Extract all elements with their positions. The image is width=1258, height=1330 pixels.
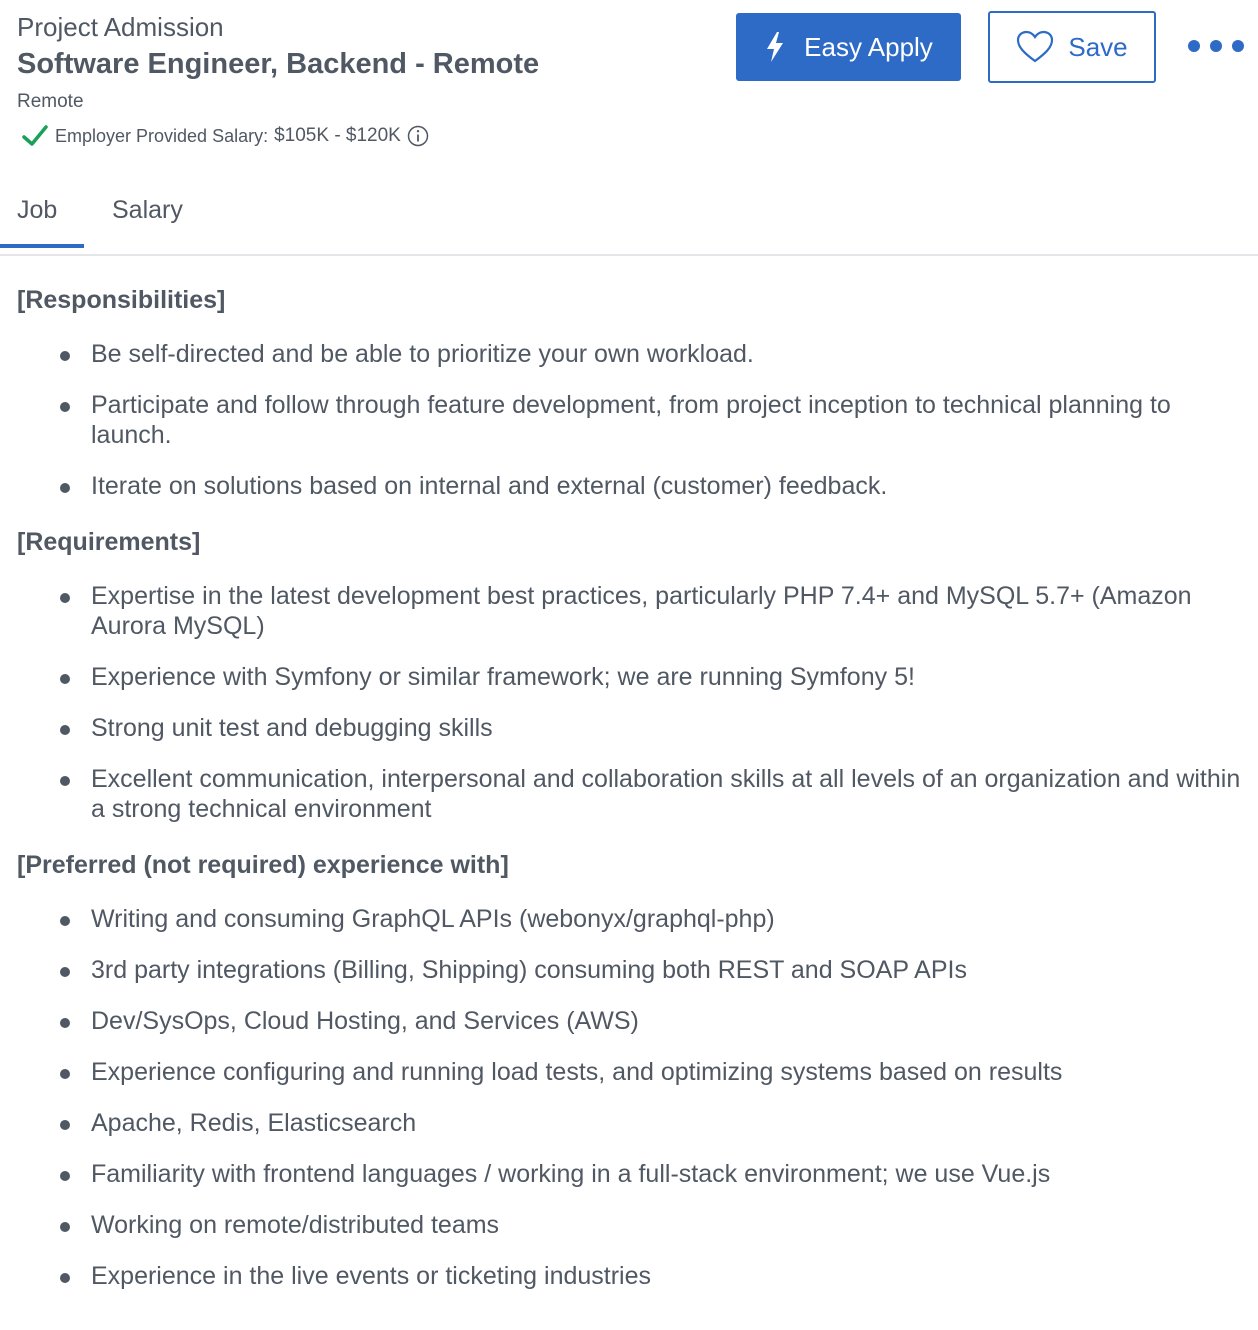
company-name[interactable]: Project Admission — [17, 12, 224, 42]
list-item: Participate and follow through feature development, from project inception to technical planning to launch. — [17, 390, 1242, 450]
section-heading-preferred: [Preferred (not required) experience with] — [17, 851, 509, 879]
list-item: Excellent communication, interpersonal and collaboration skills at all levels of an organization and within a strong technical environment — [17, 764, 1242, 824]
list-item: Experience in the live events or ticketing industries — [17, 1261, 1242, 1291]
more-options-icon[interactable] — [1188, 34, 1244, 58]
tab-bar — [0, 184, 1258, 256]
list-item: Experience configuring and running load tests, and optimizing systems based on results — [17, 1057, 1242, 1087]
list-item: Strong unit test and debugging skills — [17, 713, 1242, 743]
list-item: Writing and consuming GraphQL APIs (webonyx/graphql-php) — [17, 904, 1242, 934]
save-button[interactable] — [988, 11, 1156, 83]
list-item: Be self-directed and be able to prioritize your own workload. — [17, 339, 1242, 369]
list-item: Experience with Symfony or similar framework; we are running Symfony 5! — [17, 662, 1242, 692]
job-location: Remote — [17, 91, 84, 112]
salary-value: $105K - $120K — [274, 125, 401, 146]
list-item: Expertise in the latest development best practices, particularly PHP 7.4+ and MySQL 5.7+ (Amazon Aurora MySQL) — [17, 581, 1242, 641]
heart-icon — [1016, 30, 1054, 64]
job-description — [17, 282, 1242, 1291]
easy-apply-button[interactable] — [736, 13, 961, 81]
lightning-icon — [764, 31, 786, 63]
save-label: Save — [1068, 31, 1128, 62]
job-title: Software Engineer, Backend - Remote — [17, 48, 540, 80]
section-heading-responsibilities: [Responsibilities] — [17, 286, 226, 314]
responsibilities-list — [17, 339, 1242, 501]
easy-apply-label: Easy Apply — [804, 31, 933, 62]
list-item: Working on remote/distributed teams — [17, 1210, 1242, 1240]
checkmark-icon — [21, 122, 49, 150]
salary-row — [21, 122, 429, 150]
tab-job[interactable]: Job — [17, 196, 58, 224]
info-icon[interactable] — [407, 125, 429, 147]
active-tab-indicator — [0, 244, 84, 248]
salary-label: Employer Provided Salary: — [55, 125, 269, 146]
list-item: 3rd party integrations (Billing, Shipping) consuming both REST and SOAP APIs — [17, 955, 1242, 985]
tab-salary[interactable]: Salary — [112, 196, 183, 224]
preferred-list — [17, 904, 1242, 1291]
list-item: Apache, Redis, Elasticsearch — [17, 1108, 1242, 1138]
list-item: Familiarity with frontend languages / working in a full-stack environment; we use Vue.js — [17, 1159, 1242, 1189]
list-item: Dev/SysOps, Cloud Hosting, and Services (AWS) — [17, 1006, 1242, 1036]
requirements-list — [17, 581, 1242, 824]
section-heading-requirements: [Requirements] — [17, 528, 201, 556]
list-item: Iterate on solutions based on internal and external (customer) feedback. — [17, 471, 1242, 501]
